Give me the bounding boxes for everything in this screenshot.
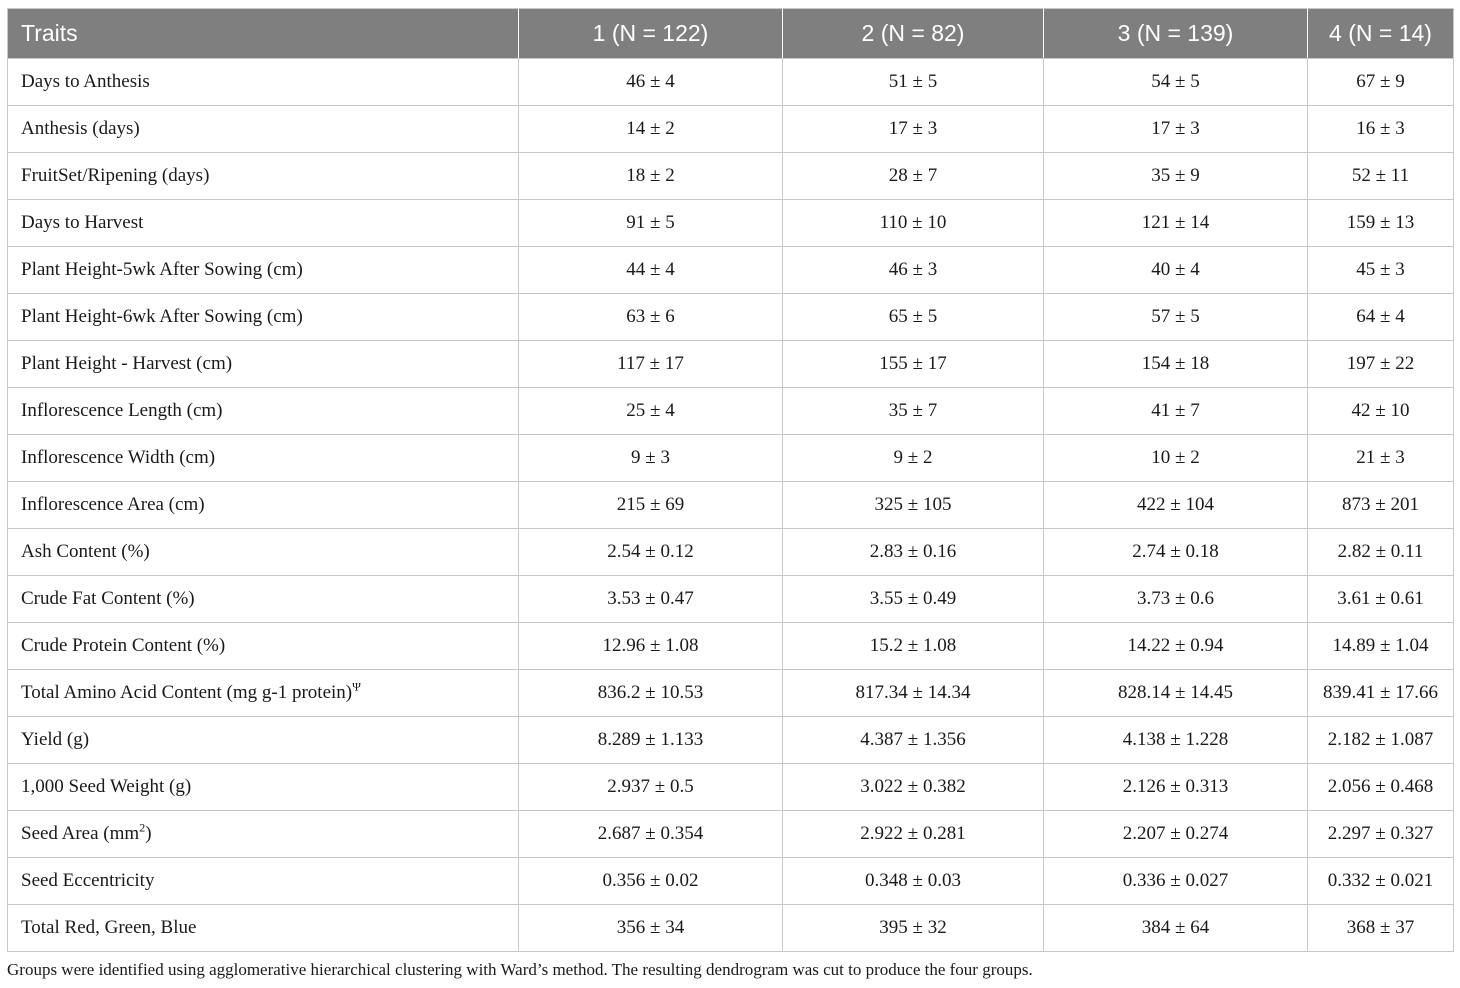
value-cell-group-1: 12.96 ± 1.08 (519, 623, 783, 670)
trait-label: Total Red, Green, Blue (21, 917, 197, 938)
table-row (8, 294, 1454, 341)
table-row (8, 670, 1454, 717)
trait-cell (8, 200, 519, 247)
table-header-row (8, 9, 1454, 59)
value-cell-group-1: 836.2 ± 10.53 (519, 670, 783, 717)
trait-cell (8, 106, 519, 153)
trait-suffix: ) (145, 823, 152, 844)
value-cell-group-1: 117 ± 17 (519, 341, 783, 388)
value-cell-group-2: 817.34 ± 14.34 (783, 670, 1044, 717)
traits-table-container (7, 8, 1453, 952)
value-cell-group-2: 51 ± 5 (783, 59, 1044, 106)
value-cell-group-2: 0.348 ± 0.03 (783, 858, 1044, 905)
value-cell-group-4: 159 ± 13 (1308, 200, 1454, 247)
value-cell-group-3: 17 ± 3 (1044, 106, 1308, 153)
value-cell-group-2: 17 ± 3 (783, 106, 1044, 153)
trait-cell (8, 59, 519, 106)
value-cell-group-2: 3.022 ± 0.382 (783, 764, 1044, 811)
value-cell-group-1: 215 ± 69 (519, 482, 783, 529)
table-row (8, 106, 1454, 153)
value-cell-group-3: 57 ± 5 (1044, 294, 1308, 341)
header-group-2: 2 (N = 82) (783, 9, 1044, 59)
table-row (8, 764, 1454, 811)
table-row (8, 576, 1454, 623)
value-cell-group-4: 873 ± 201 (1308, 482, 1454, 529)
value-cell-group-1: 63 ± 6 (519, 294, 783, 341)
trait-cell (8, 717, 519, 764)
value-cell-group-3: 14.22 ± 0.94 (1044, 623, 1308, 670)
value-cell-group-2: 395 ± 32 (783, 905, 1044, 952)
value-cell-group-2: 35 ± 7 (783, 388, 1044, 435)
value-cell-group-3: 54 ± 5 (1044, 59, 1308, 106)
value-cell-group-1: 14 ± 2 (519, 106, 783, 153)
trait-cell (8, 858, 519, 905)
value-cell-group-2: 4.387 ± 1.356 (783, 717, 1044, 764)
header-traits: Traits (8, 9, 519, 59)
table-row (8, 59, 1454, 106)
value-cell-group-2: 2.922 ± 0.281 (783, 811, 1044, 858)
value-cell-group-2: 28 ± 7 (783, 153, 1044, 200)
traits-table (7, 8, 1454, 952)
trait-label: Yield (g) (21, 729, 90, 750)
trait-label: Plant Height - Harvest (cm) (21, 353, 233, 374)
trait-label: Crude Protein Content (%) (21, 635, 226, 656)
value-cell-group-4: 2.82 ± 0.11 (1308, 529, 1454, 576)
trait-cell (8, 247, 519, 294)
value-cell-group-1: 18 ± 2 (519, 153, 783, 200)
value-cell-group-4: 42 ± 10 (1308, 388, 1454, 435)
trait-label: Anthesis (days) (21, 118, 140, 139)
value-cell-group-4: 45 ± 3 (1308, 247, 1454, 294)
value-cell-group-1: 2.54 ± 0.12 (519, 529, 783, 576)
table-row (8, 388, 1454, 435)
trait-cell (8, 294, 519, 341)
trait-label: Seed Eccentricity (21, 870, 155, 891)
table-row (8, 482, 1454, 529)
trait-cell (8, 670, 519, 717)
value-cell-group-1: 9 ± 3 (519, 435, 783, 482)
value-cell-group-3: 2.207 ± 0.274 (1044, 811, 1308, 858)
value-cell-group-4: 839.41 ± 17.66 (1308, 670, 1454, 717)
table-footnote: Groups were identified using agglomerative hierarchical clustering with Ward’s method. The resulting dendrogram was cut to produce the four groups. (7, 960, 1033, 979)
value-cell-group-1: 25 ± 4 (519, 388, 783, 435)
value-cell-group-3: 2.74 ± 0.18 (1044, 529, 1308, 576)
trait-cell (8, 576, 519, 623)
table-row (8, 153, 1454, 200)
value-cell-group-3: 41 ± 7 (1044, 388, 1308, 435)
table-row (8, 811, 1454, 858)
value-cell-group-3: 4.138 ± 1.228 (1044, 717, 1308, 764)
value-cell-group-3: 422 ± 104 (1044, 482, 1308, 529)
value-cell-group-3: 0.336 ± 0.027 (1044, 858, 1308, 905)
trait-label: Inflorescence Area (cm) (21, 494, 205, 515)
value-cell-group-1: 3.53 ± 0.47 (519, 576, 783, 623)
table-row (8, 529, 1454, 576)
trait-label: Inflorescence Width (cm) (21, 447, 216, 468)
trait-cell (8, 905, 519, 952)
value-cell-group-4: 2.297 ± 0.327 (1308, 811, 1454, 858)
trait-label: Plant Height-5wk After Sowing (cm) (21, 259, 303, 280)
value-cell-group-2: 15.2 ± 1.08 (783, 623, 1044, 670)
value-cell-group-2: 9 ± 2 (783, 435, 1044, 482)
value-cell-group-1: 2.687 ± 0.354 (519, 811, 783, 858)
value-cell-group-1: 0.356 ± 0.02 (519, 858, 783, 905)
table-body (8, 59, 1454, 952)
value-cell-group-2: 65 ± 5 (783, 294, 1044, 341)
table-row (8, 435, 1454, 482)
value-cell-group-2: 2.83 ± 0.16 (783, 529, 1044, 576)
value-cell-group-4: 52 ± 11 (1308, 153, 1454, 200)
value-cell-group-4: 14.89 ± 1.04 (1308, 623, 1454, 670)
value-cell-group-4: 21 ± 3 (1308, 435, 1454, 482)
table-row (8, 623, 1454, 670)
value-cell-group-1: 46 ± 4 (519, 59, 783, 106)
value-cell-group-3: 10 ± 2 (1044, 435, 1308, 482)
header-group-1: 1 (N = 122) (519, 9, 783, 59)
value-cell-group-2: 155 ± 17 (783, 341, 1044, 388)
value-cell-group-3: 121 ± 14 (1044, 200, 1308, 247)
value-cell-group-4: 3.61 ± 0.61 (1308, 576, 1454, 623)
value-cell-group-2: 3.55 ± 0.49 (783, 576, 1044, 623)
table-row (8, 858, 1454, 905)
table-row (8, 200, 1454, 247)
value-cell-group-1: 356 ± 34 (519, 905, 783, 952)
trait-label: Crude Fat Content (%) (21, 588, 195, 609)
trait-cell (8, 388, 519, 435)
trait-superscript: Ψ (352, 679, 361, 694)
trait-cell (8, 482, 519, 529)
trait-cell (8, 623, 519, 670)
value-cell-group-3: 35 ± 9 (1044, 153, 1308, 200)
value-cell-group-3: 154 ± 18 (1044, 341, 1308, 388)
value-cell-group-4: 67 ± 9 (1308, 59, 1454, 106)
value-cell-group-2: 110 ± 10 (783, 200, 1044, 247)
value-cell-group-4: 197 ± 22 (1308, 341, 1454, 388)
value-cell-group-1: 91 ± 5 (519, 200, 783, 247)
value-cell-group-2: 46 ± 3 (783, 247, 1044, 294)
trait-label: Inflorescence Length (cm) (21, 400, 223, 421)
value-cell-group-4: 2.056 ± 0.468 (1308, 764, 1454, 811)
trait-superscript: 2 (139, 820, 146, 835)
table-row (8, 905, 1454, 952)
trait-label: Ash Content (%) (21, 541, 150, 562)
value-cell-group-4: 16 ± 3 (1308, 106, 1454, 153)
value-cell-group-3: 2.126 ± 0.313 (1044, 764, 1308, 811)
value-cell-group-4: 368 ± 37 (1308, 905, 1454, 952)
value-cell-group-1: 2.937 ± 0.5 (519, 764, 783, 811)
value-cell-group-3: 3.73 ± 0.6 (1044, 576, 1308, 623)
header-group-3: 3 (N = 139) (1044, 9, 1308, 59)
table-row (8, 717, 1454, 764)
value-cell-group-2: 325 ± 105 (783, 482, 1044, 529)
trait-cell (8, 529, 519, 576)
trait-cell (8, 153, 519, 200)
value-cell-group-3: 828.14 ± 14.45 (1044, 670, 1308, 717)
table-row (8, 341, 1454, 388)
value-cell-group-3: 384 ± 64 (1044, 905, 1308, 952)
trait-cell (8, 435, 519, 482)
trait-label: Total Amino Acid Content (mg g-1 protein) (21, 682, 353, 703)
table-row (8, 247, 1454, 294)
trait-label: Plant Height-6wk After Sowing (cm) (21, 306, 303, 327)
trait-cell (8, 764, 519, 811)
trait-label: Seed Area (mm (21, 823, 140, 844)
trait-label: Days to Anthesis (21, 71, 150, 92)
value-cell-group-1: 44 ± 4 (519, 247, 783, 294)
value-cell-group-4: 2.182 ± 1.087 (1308, 717, 1454, 764)
trait-label: 1,000 Seed Weight (g) (21, 776, 192, 797)
value-cell-group-1: 8.289 ± 1.133 (519, 717, 783, 764)
value-cell-group-3: 40 ± 4 (1044, 247, 1308, 294)
header-group-4: 4 (N = 14) (1308, 9, 1454, 59)
value-cell-group-4: 64 ± 4 (1308, 294, 1454, 341)
trait-cell (8, 811, 519, 858)
trait-label: Days to Harvest (21, 212, 144, 233)
value-cell-group-4: 0.332 ± 0.021 (1308, 858, 1454, 905)
trait-cell (8, 341, 519, 388)
trait-label: FruitSet/Ripening (days) (21, 165, 210, 186)
